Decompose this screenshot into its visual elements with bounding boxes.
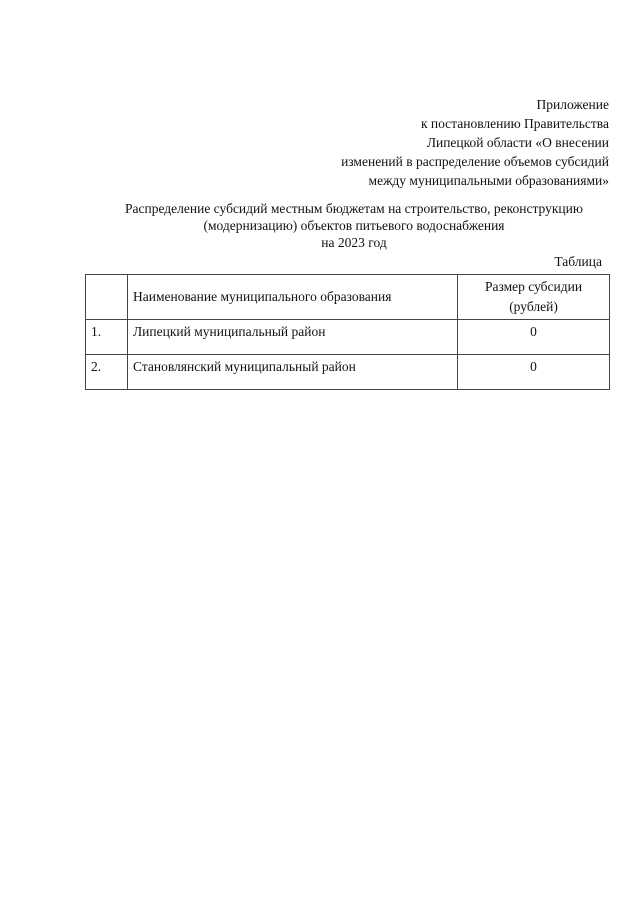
row-size: 0 (458, 320, 610, 355)
title-line: (модернизацию) объектов питьевого водоснабжения (203, 218, 505, 233)
subsidy-table (85, 274, 610, 390)
header-size-line2: (рублей) (509, 299, 558, 314)
table-row (86, 320, 610, 355)
appendix-line: к постановлению Правительства (420, 116, 609, 131)
appendix-block (341, 95, 609, 190)
header-size-line1: Размер субсидии (484, 279, 583, 294)
appendix-line: Липецкой области «О внесении (426, 135, 609, 150)
title-line: на 2023 год (321, 235, 387, 250)
header-size (458, 275, 610, 320)
appendix-line: между муниципальными образованиями» (368, 173, 609, 188)
table-row (86, 355, 610, 390)
document-title (84, 200, 624, 251)
row-num: 2. (86, 355, 128, 390)
appendix-line: изменений в распределение объемов субсидий (341, 154, 609, 169)
row-size: 0 (458, 355, 610, 390)
title-line: Распределение субсидий местным бюджетам на строительство, реконструкцию (125, 201, 583, 216)
table-header-row (86, 275, 610, 320)
appendix-line: Приложение (536, 97, 609, 112)
header-num (86, 275, 128, 320)
row-num: 1. (86, 320, 128, 355)
header-name: Наименование муниципального образования (128, 275, 458, 320)
row-name: Становлянский муниципальный район (128, 355, 458, 390)
row-name: Липецкий муниципальный район (128, 320, 458, 355)
table-caption: Таблица (554, 254, 602, 269)
